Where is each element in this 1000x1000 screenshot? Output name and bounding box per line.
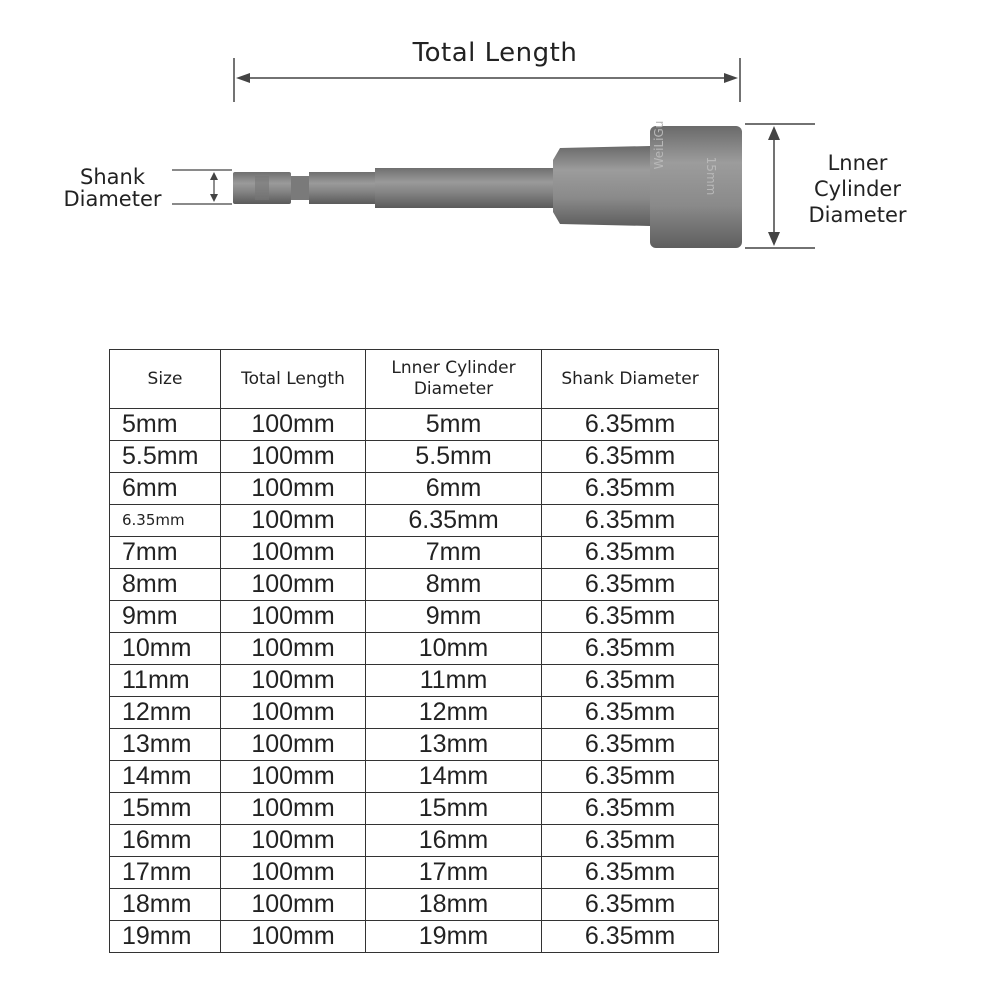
cell-total-length: 100mm <box>221 921 366 953</box>
cell-shank-diameter: 6.35mm <box>542 409 719 441</box>
table-row <box>110 537 719 569</box>
cell-size: 19mm <box>110 921 221 953</box>
header-shank-diameter: Shank Diameter <box>542 350 719 409</box>
hex-shank <box>233 168 553 208</box>
cell-total-length: 100mm <box>221 697 366 729</box>
cell-total-length: 100mm <box>221 857 366 889</box>
cell-total-length: 100mm <box>221 473 366 505</box>
table-row <box>110 633 719 665</box>
cell-size: 5mm <box>110 409 221 441</box>
cell-total-length: 100mm <box>221 505 366 537</box>
shank-diameter-label-line1: Shank <box>80 165 145 189</box>
header-inner-cylinder-diameter: Lnner Cylinder Diameter <box>366 350 542 409</box>
cell-total-length: 100mm <box>221 665 366 697</box>
cell-total-length: 100mm <box>221 441 366 473</box>
cell-total-length: 100mm <box>221 409 366 441</box>
table-row <box>110 697 719 729</box>
cell-shank-diameter: 6.35mm <box>542 633 719 665</box>
spec-table <box>109 349 719 953</box>
cell-size: 14mm <box>110 761 221 793</box>
cell-total-length: 100mm <box>221 601 366 633</box>
cell-shank-diameter: 6.35mm <box>542 505 719 537</box>
total-length-label: Total Length <box>412 38 578 68</box>
cell-inner-cylinder-diameter: 9mm <box>366 601 542 633</box>
cell-inner-cylinder-diameter: 8mm <box>366 569 542 601</box>
cell-size: 6mm <box>110 473 221 505</box>
cell-inner-cylinder-diameter: 12mm <box>366 697 542 729</box>
cell-size: 9mm <box>110 601 221 633</box>
cell-inner-cylinder-diameter: 11mm <box>366 665 542 697</box>
table-row <box>110 601 719 633</box>
table-row <box>110 441 719 473</box>
table-row <box>110 505 719 537</box>
cell-size: 10mm <box>110 633 221 665</box>
cell-shank-diameter: 6.35mm <box>542 857 719 889</box>
spec-table-body <box>110 409 719 953</box>
table-header-row <box>110 350 719 409</box>
table-row <box>110 409 719 441</box>
cell-size: 13mm <box>110 729 221 761</box>
cell-inner-cylinder-diameter: 16mm <box>366 825 542 857</box>
cell-inner-cylinder-diameter: 6.35mm <box>366 505 542 537</box>
table-row <box>110 825 719 857</box>
cell-shank-diameter: 6.35mm <box>542 793 719 825</box>
cell-size: 15mm <box>110 793 221 825</box>
cell-inner-cylinder-diameter: 19mm <box>366 921 542 953</box>
cell-shank-diameter: 6.35mm <box>542 825 719 857</box>
cell-size: 17mm <box>110 857 221 889</box>
cell-shank-diameter: 6.35mm <box>542 921 719 953</box>
cell-total-length: 100mm <box>221 537 366 569</box>
table-row <box>110 761 719 793</box>
cell-total-length: 100mm <box>221 793 366 825</box>
cell-size: 6.35mm <box>110 505 221 537</box>
cell-size: 5.5mm <box>110 441 221 473</box>
inner-cylinder-label-line3: Diameter <box>808 203 907 227</box>
cell-inner-cylinder-diameter: 10mm <box>366 633 542 665</box>
cell-total-length: 100mm <box>221 889 366 921</box>
cell-size: 7mm <box>110 537 221 569</box>
table-row <box>110 729 719 761</box>
header-size: Size <box>110 350 221 409</box>
cell-inner-cylinder-diameter: 15mm <box>366 793 542 825</box>
cell-shank-diameter: 6.35mm <box>542 569 719 601</box>
cell-size: 11mm <box>110 665 221 697</box>
cell-shank-diameter: 6.35mm <box>542 889 719 921</box>
cell-total-length: 100mm <box>221 825 366 857</box>
table-row <box>110 473 719 505</box>
total-length-dimension-line <box>234 58 740 102</box>
cell-size: 16mm <box>110 825 221 857</box>
cell-total-length: 100mm <box>221 729 366 761</box>
cell-size: 8mm <box>110 569 221 601</box>
engraving-size: 15mm <box>704 156 718 196</box>
cell-inner-cylinder-diameter: 7mm <box>366 537 542 569</box>
cell-total-length: 100mm <box>221 633 366 665</box>
table-row <box>110 569 719 601</box>
cell-shank-diameter: 6.35mm <box>542 473 719 505</box>
cell-shank-diameter: 6.35mm <box>542 665 719 697</box>
cell-inner-cylinder-diameter: 6mm <box>366 473 542 505</box>
cell-size: 12mm <box>110 697 221 729</box>
cell-shank-diameter: 6.35mm <box>542 729 719 761</box>
cell-total-length: 100mm <box>221 761 366 793</box>
table-row <box>110 889 719 921</box>
cell-inner-cylinder-diameter: 18mm <box>366 889 542 921</box>
cell-inner-cylinder-diameter: 5.5mm <box>366 441 542 473</box>
cell-inner-cylinder-diameter: 14mm <box>366 761 542 793</box>
header-total-length: Total Length <box>221 350 366 409</box>
table-row <box>110 665 719 697</box>
cell-total-length: 100mm <box>221 569 366 601</box>
cell-shank-diameter: 6.35mm <box>542 697 719 729</box>
table-row <box>110 793 719 825</box>
table-row <box>110 921 719 953</box>
table-row <box>110 857 719 889</box>
cell-size: 18mm <box>110 889 221 921</box>
cell-inner-cylinder-diameter: 13mm <box>366 729 542 761</box>
engraving-brand: WeiLiGu <box>652 120 666 170</box>
cell-shank-diameter: 6.35mm <box>542 601 719 633</box>
shank-diameter-dimension-line <box>172 170 232 204</box>
cell-shank-diameter: 6.35mm <box>542 441 719 473</box>
inner-cylinder-dimension-line <box>745 124 815 248</box>
cell-shank-diameter: 6.35mm <box>542 537 719 569</box>
nut-driver-diagram <box>0 0 1000 300</box>
inner-cylinder-label-line1: Lnner <box>827 151 888 175</box>
cell-inner-cylinder-diameter: 5mm <box>366 409 542 441</box>
inner-cylinder-label-line2: Cylinder <box>814 177 901 201</box>
cell-shank-diameter: 6.35mm <box>542 761 719 793</box>
cell-inner-cylinder-diameter: 17mm <box>366 857 542 889</box>
shank-diameter-label-line2: Diameter <box>63 187 162 211</box>
